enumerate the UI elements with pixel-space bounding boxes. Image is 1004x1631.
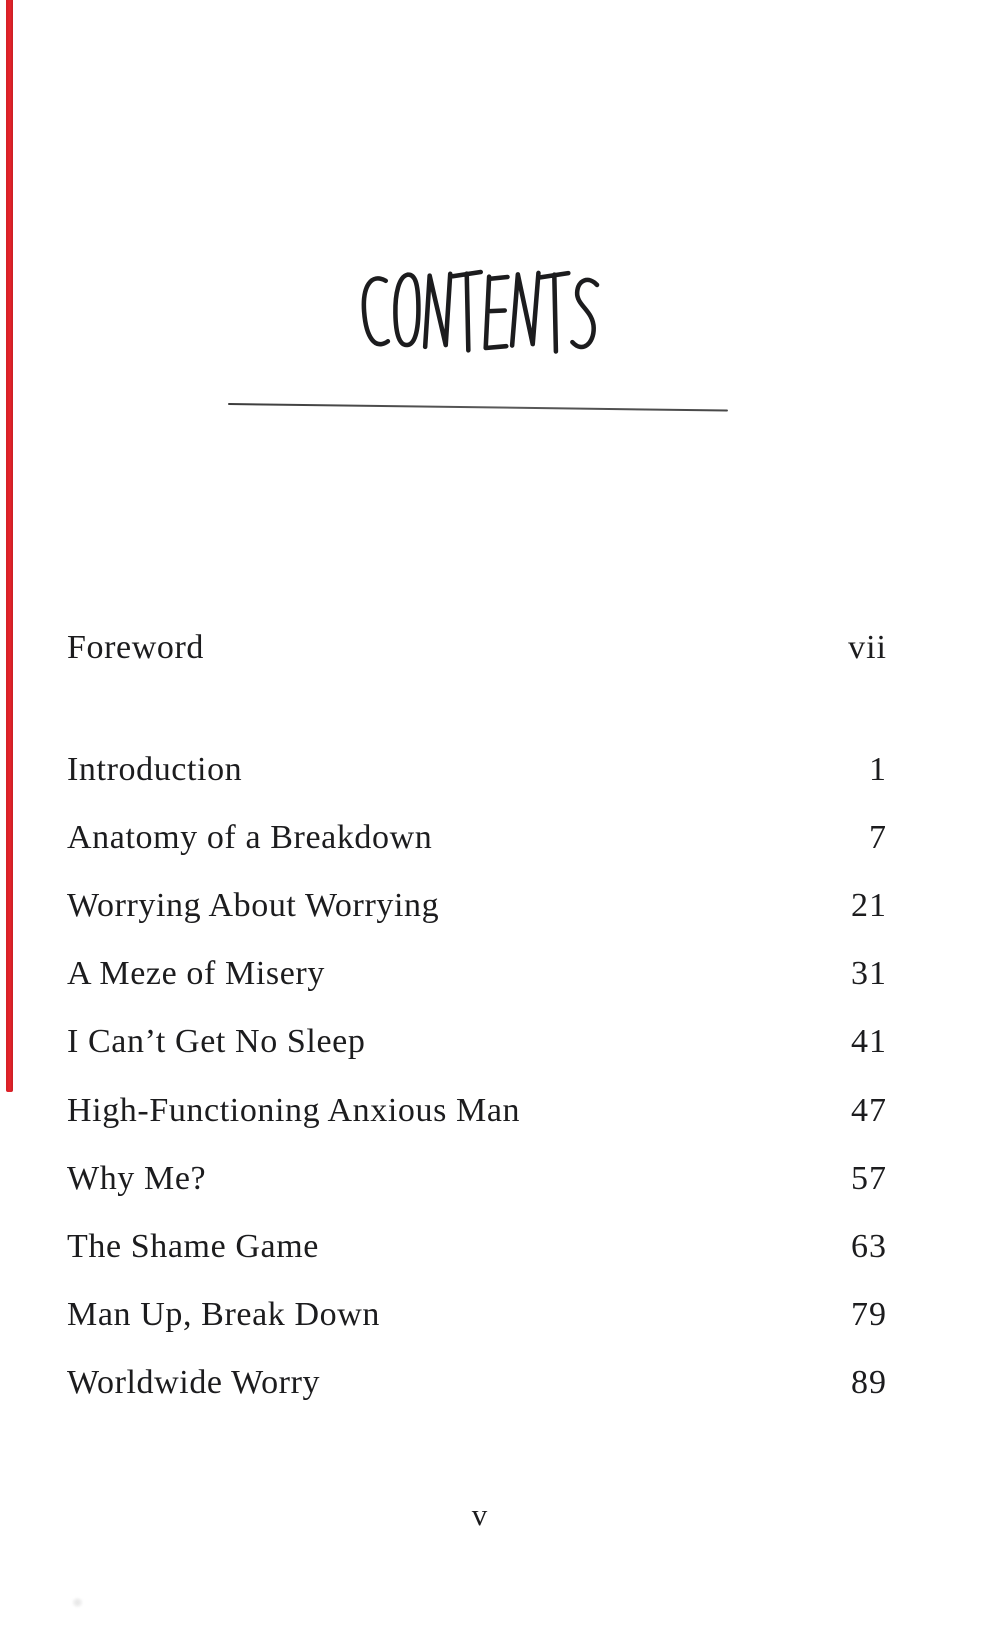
toc-entry [67,749,887,791]
toc-entry-title: Worldwide Worry [67,1364,321,1401]
toc-entry-title: Anatomy of a Breakdown [67,819,433,856]
toc-entry-page-number: 79 [851,1296,887,1333]
toc-entry-title: A Meze of Misery [67,955,325,992]
toc-entry [67,817,887,859]
toc-entry-page-number: 63 [851,1228,887,1265]
toc-entry-page-number: 21 [851,887,887,924]
toc-entry [67,627,887,669]
toc-entry-title: Introduction [67,751,243,788]
toc-entry-title: I Can’t Get No Sleep [67,1023,366,1060]
toc-entry [67,1021,887,1063]
scan-smudge-artifact [72,1598,83,1607]
page-number-text: v [471,1497,489,1532]
toc-entry-title: Foreword [67,629,204,666]
toc-entry [67,885,887,927]
toc-entry-page-number: 89 [851,1364,887,1401]
toc-entry [67,953,887,995]
toc-entry-title: The Shame Game [67,1228,319,1265]
toc-entry [67,1158,887,1200]
toc-entry [67,1362,887,1404]
toc-entry-page-number: 47 [851,1092,887,1129]
toc-entry-title: Worrying About Worrying [67,887,440,924]
toc-entry-page-number: 57 [851,1160,887,1197]
toc-entry-page-number: 41 [851,1023,887,1060]
toc-entry-title: High-Functioning Anxious Man [67,1092,521,1129]
toc-entry-page-number: vii [848,629,887,666]
toc-entry-title: Why Me? [67,1160,207,1197]
toc-entry-page-number: 7 [869,819,887,856]
toc-entry [67,1226,887,1268]
toc-entry-page-number: 31 [851,955,887,992]
page-number-folio [0,1497,960,1533]
toc-entry [67,1294,887,1336]
toc-entry-title: Man Up, Break Down [67,1296,380,1333]
toc-entry [67,1090,887,1132]
toc-entry-page-number: 1 [869,751,887,788]
